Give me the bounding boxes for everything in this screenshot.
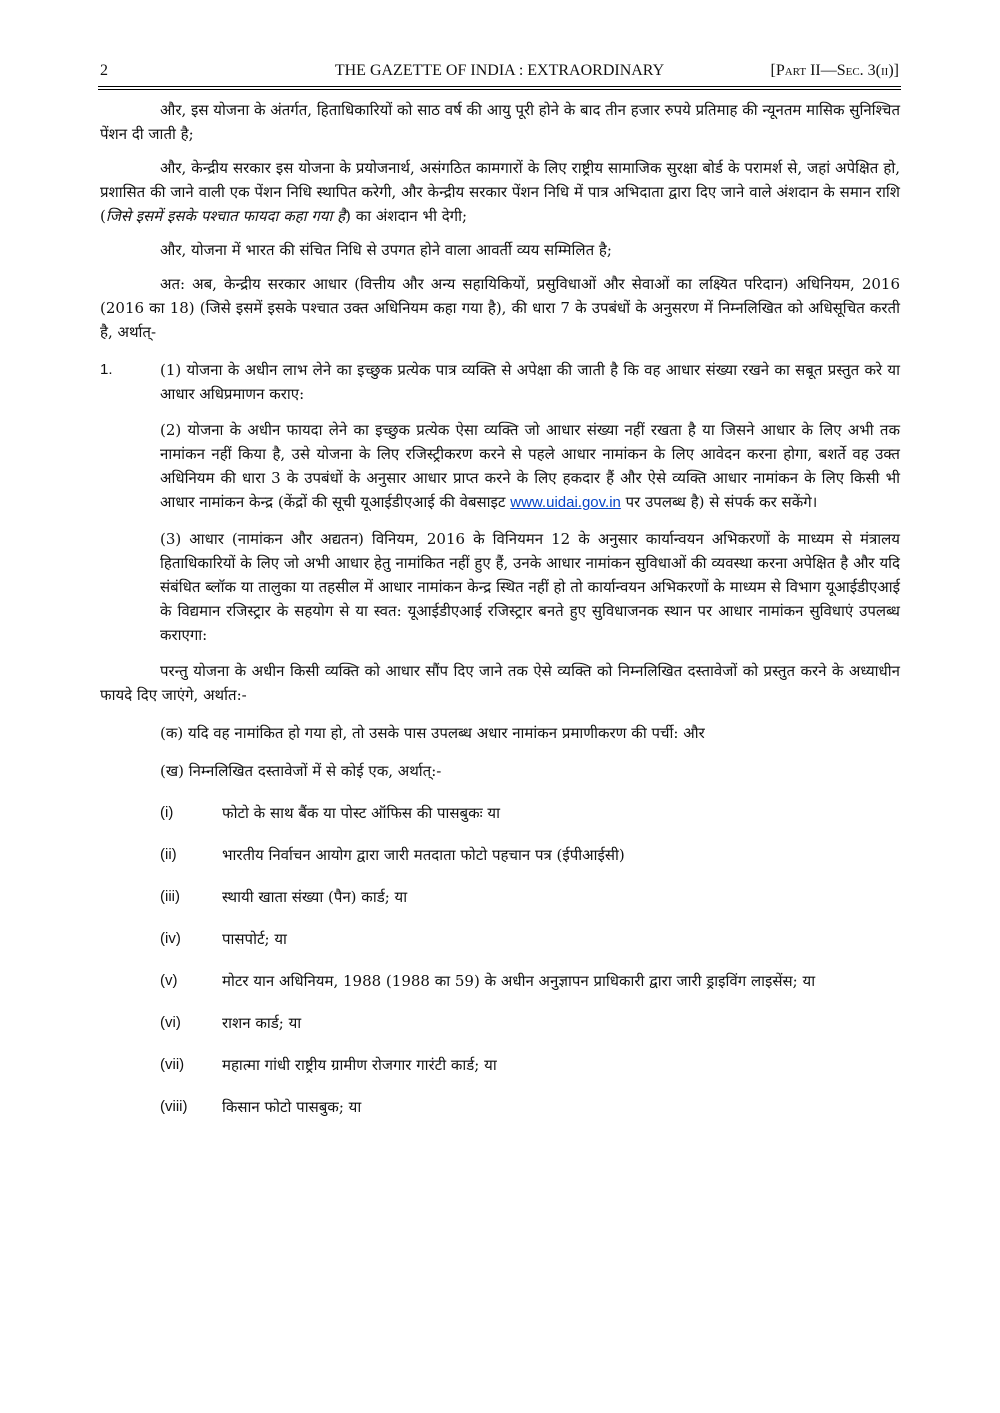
paragraph-notification: अत: अब, केन्द्रीय सरकार आधार (वित्तीय और अन्य सहायिकियों, प्रसुविधाओं और सेवाओं का लक्ष्यित परिदान) अधिनियम, 2016 (2016 का 18) (जिसे इसमें इसके पश्चात उक्त अधिनियम कहा गया है), की धारा 7 के उपबंधों के अनुसरण में निम्नलिखित को अधिसूचित करती है, अर्थात्- (100, 275, 900, 341)
item-number: (viii) (160, 1098, 188, 1115)
page-number: 2 (100, 62, 108, 79)
item-text: स्थायी खाता संख्या (पैन) कार्ड; या (222, 888, 408, 906)
italic-phrase: जिसे इसमें इसके पश्चात फायदा कहा गया है (105, 207, 346, 225)
paragraph-recurring-expenditure: और, योजना में भारत की संचित निधि से उपगत होने वाला आवर्ती व्यय सम्मिलित है; (160, 241, 612, 259)
item-text: मोटर यान अधिनियम, 1988 (1988 का 59) के अधीन अनुज्ञापन प्राधिकारी द्वारा जारी ड्राइविंग लाइसेंस; या (222, 972, 816, 990)
item-number: (ii) (160, 846, 177, 863)
document-list (100, 801, 900, 1119)
clause-ka: (क) यदि वह नामांकित हो गया हो, तो उसके पास उपलब्ध अधार नामांकन प्रमाणीकरण की पर्ची: और (160, 724, 705, 742)
item-text: किसान फोटो पासबुक; या (222, 1098, 362, 1116)
item-number: (vii) (160, 1056, 185, 1073)
item-text: राशन कार्ड; या (222, 1014, 302, 1032)
list-item (100, 801, 900, 825)
item-number: (vi) (160, 1014, 181, 1031)
document-body (100, 98, 900, 1119)
item-number: (iii) (160, 888, 180, 905)
item-number: (v) (160, 972, 178, 989)
paragraph-pension-fund (100, 156, 900, 228)
paragraph-text: और, केन्द्रीय सरकार इस योजना के प्रयोजनार्थ, असंगठित कामगारों के लिए राष्ट्रीय सामाजिक सुरक्षा बोर्ड के परामर्श से, जहां अपेक्षित हो, प्रशासित की जाने वाली एक पेंशन निधि स्थापित करेगी, और केन्द्रीय सरकार पेंशन निधि में पात्र अभिदाता द्वारा दिए जाने वाले अंशदान के समान राशि ( (100, 159, 900, 225)
list-item (100, 1095, 900, 1119)
item-text: फोटो के साथ बैंक या पोस्ट ऑफिस की पासबुकः या (222, 804, 500, 822)
uidai-website-link[interactable]: www.uidai.gov.in (510, 494, 621, 511)
page-header (98, 62, 901, 87)
subsection-text: (2) योजना के अधीन फायदा लेने का इच्छुक प्रत्येक ऐसा व्यक्ति जो आधार संख्या नहीं रखता है या जिसने आधार के लिए अभी तक नामांकन नहीं किया है, उसे योजना के लिए रजिस्ट्रीकरण करने से पहले आधार नामांकन के लिए आवेदन करना होगा, बशर्ते वह उक्त अधिनियम की धारा 3 के उपबंधों के अनुसार आधार प्राप्त करने के लिए हकदार हैं और ऐसे व्यक्ति आधार नामांकन के लिए किसी भी आधार नामांकन केन्द्र (केंद्रों की सूची यूआईडीएआई की वेबसाइट (160, 421, 900, 511)
item-text: भारतीय निर्वाचन आयोग द्वारा जारी मतदाता फोटो पहचान पत्र (ईपीआईसी) (222, 846, 625, 864)
list-item (100, 885, 900, 909)
gazette-title: THE GAZETTE OF INDIA : EXTRAORDINARY (334, 62, 665, 79)
subsection-3: (3) आधार (नामांकन और अद्यतन) विनियम, 2016 के विनियमन 12 के अनुसार कार्यान्वयन अभिकरणों के माध्यम से मंत्रालय हिताधिकारियों के लिए जो अभी आधार हेतु नामांकित नहीं हुए हैं, उनके आधार नामांकन सुविधाओं की व्यवस्था करना अपेक्षित है और यदि संबंधित ब्लॉक या तालुका या तहसील में आधार नामांकन केन्द्र स्थित नहीं हो तो कार्यान्वयन अभिकरणों के माध्यम से विभाग यूआईडीएआई के विद्यमान रजिस्ट्रार के सहयोग से या स्वत: यूआईडीएआई रजिस्ट्रार बनते हुए सुविधाजनक स्थान पर आधार नामांकन सुविधाएं उपलब्ध कराएगा: (160, 530, 900, 644)
paragraph-text: ) का अंशदान भी देगी; (345, 207, 468, 225)
list-item (100, 969, 900, 993)
proviso-paragraph: परन्तु योजना के अधीन किसी व्यक्ति को आधार सौंप दिए जाने तक ऐसे व्यक्ति को निम्नलिखित दस्तावेजों को प्रस्तुत करने के अध्याधीन फायदे दिए जाएंगे, अर्थात:- (100, 662, 900, 704)
list-item (100, 927, 900, 951)
item-text: पासपोर्ट; या (222, 930, 287, 948)
list-item (100, 843, 900, 867)
list-item (100, 1053, 900, 1077)
section-number: 1. (100, 361, 113, 378)
subsection-text: पर उपलब्ध है) से संपर्क कर सकेंगे। (620, 493, 818, 511)
paragraph-pension-amount: और, इस योजना के अंतर्गत, हिताधिकारियों को साठ वर्ष की आयु पूरी होने के बाद तीन हजार रुपये प्रतिमाह की न्यूनतम मासिक सुनिश्चित पेंशन दी जाती है; (100, 101, 900, 143)
subsection-1: (1) योजना के अधीन लाभ लेने का इच्छुक प्रत्येक पात्र व्यक्ति से अपेक्षा की जाती है कि वह आधार संख्या रखने का सबूत प्रस्तुत करे या आधार अधिप्रमाणन कराए: (160, 361, 900, 403)
clause-kha: (ख) निम्नलिखित दस्तावेजों में से कोई एक, अर्थात्:- (160, 762, 442, 780)
part-section-label: [Part II—Sec. 3(ii)] (770, 62, 899, 79)
item-text: महात्मा गांधी राष्ट्रीय ग्रामीण रोजगार गारंटी कार्ड; या (222, 1056, 497, 1074)
section-1 (100, 358, 900, 647)
item-number: (iv) (160, 930, 181, 947)
item-number: (i) (160, 804, 174, 821)
list-item (100, 1011, 900, 1035)
subsection-2 (160, 418, 900, 515)
